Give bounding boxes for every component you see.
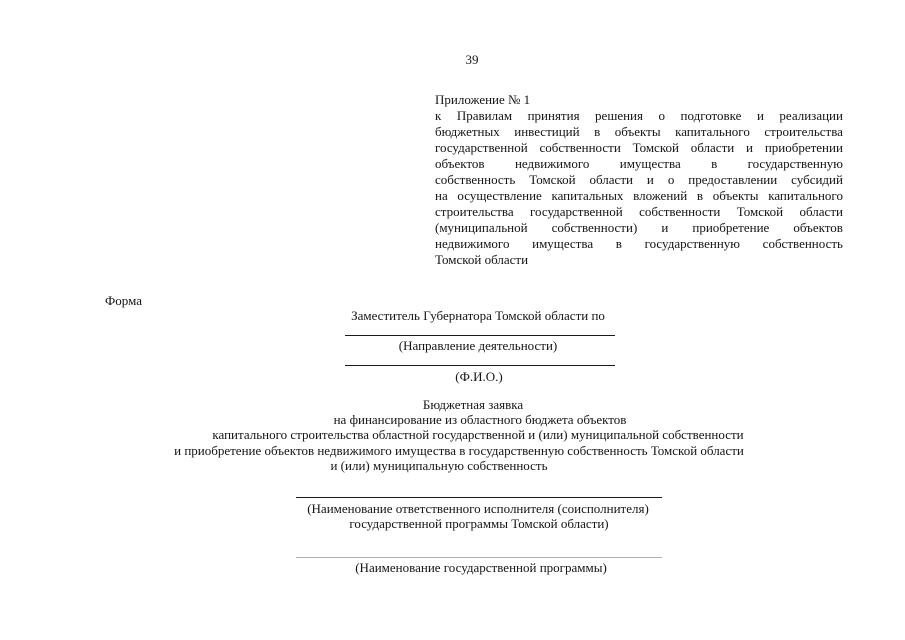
request-line: на финансирование из областного бюджета объектов (333, 412, 627, 427)
word: объекты (712, 188, 759, 203)
word: инвестиций (514, 124, 580, 139)
word: государственную (747, 156, 843, 171)
request-title: Бюджетная заявка (422, 397, 524, 412)
word: вложений (633, 188, 688, 203)
word: предоставлении (688, 172, 778, 187)
program-caption: (Наименование государственной программы) (355, 560, 607, 575)
word: имущества (532, 236, 594, 251)
appendix-line (435, 172, 843, 188)
word: о (667, 172, 675, 187)
appendix-line (435, 124, 843, 140)
word: осуществление (457, 188, 542, 203)
appendix-line (435, 108, 843, 124)
request-line: и приобретение объектов недвижимого имущества в государственную собственность Томской области (174, 443, 744, 458)
word: Томской (632, 140, 679, 155)
word: недвижимого (514, 156, 590, 171)
deputy-title: Заместитель Губернатора Томской области по (351, 308, 605, 323)
word: Томской (736, 204, 784, 219)
word: и (646, 172, 654, 187)
word: и (756, 108, 764, 123)
word: имущества (619, 156, 681, 171)
word: капитального (675, 124, 750, 139)
appendix-line (435, 236, 843, 252)
word: приобретение (692, 220, 770, 235)
appendix-line (435, 220, 843, 236)
word: капитального (768, 188, 843, 203)
word: собственности) (551, 220, 638, 235)
request-line: и (или) муниципальную собственность (330, 458, 548, 473)
appendix-line: Томской области (435, 252, 529, 267)
word: государственной (435, 140, 528, 155)
word: объектов (435, 156, 485, 171)
appendix-line (435, 140, 843, 156)
fio-blank-line (345, 365, 615, 366)
word: реализации (779, 108, 843, 123)
page-number: 39 (465, 52, 479, 67)
word: собственности (539, 140, 621, 155)
word: недвижимого (435, 236, 510, 251)
word: капитальных (551, 188, 624, 203)
word: Правилам (456, 108, 513, 123)
direction-blank-line (345, 335, 615, 336)
word: строительства (435, 204, 514, 219)
appendix-line (435, 188, 843, 204)
word: бюджетных (435, 124, 500, 139)
word: о (658, 108, 665, 123)
word: области (589, 172, 633, 187)
word: на (435, 188, 448, 203)
word: и (661, 220, 669, 235)
program-blank-line (296, 557, 662, 558)
word: собственность (762, 236, 843, 251)
word: к (435, 108, 442, 123)
word: строительства (764, 124, 843, 139)
word: в (696, 188, 704, 203)
word: области (690, 140, 735, 155)
word: в (615, 236, 622, 251)
word: подготовке (680, 108, 742, 123)
word: субсидий (791, 172, 843, 187)
appendix-line (435, 204, 843, 220)
fio-caption: (Ф.И.О.) (455, 369, 503, 384)
word: (муниципальной (435, 220, 528, 235)
word: государственную (644, 236, 740, 251)
word: государственной (530, 204, 623, 219)
word: объекты (614, 124, 661, 139)
executor-caption: государственной программы Томской области) (349, 516, 609, 531)
word: решения (595, 108, 643, 123)
form-label: Форма (105, 293, 142, 308)
appendix-title: Приложение № 1 (435, 92, 531, 107)
request-line: капитального строительства областной государственной и (или) муниципальной собственности (212, 427, 744, 442)
word: объектов (793, 220, 843, 235)
appendix-line (435, 156, 843, 172)
word: приобретении (764, 140, 843, 155)
word: в (594, 124, 601, 139)
word: собственности (639, 204, 721, 219)
word: собственность (435, 172, 516, 187)
appendix-block (435, 92, 843, 268)
executor-caption: (Наименование ответственного исполнителя (соисполнителя) (307, 501, 649, 516)
word: принятия (527, 108, 580, 123)
executor-blank-line (296, 497, 662, 498)
word: Томской (529, 172, 576, 187)
word: и (746, 140, 753, 155)
direction-caption: (Направление деятельности) (398, 338, 558, 353)
word: в (711, 156, 718, 171)
word: области (799, 204, 843, 219)
